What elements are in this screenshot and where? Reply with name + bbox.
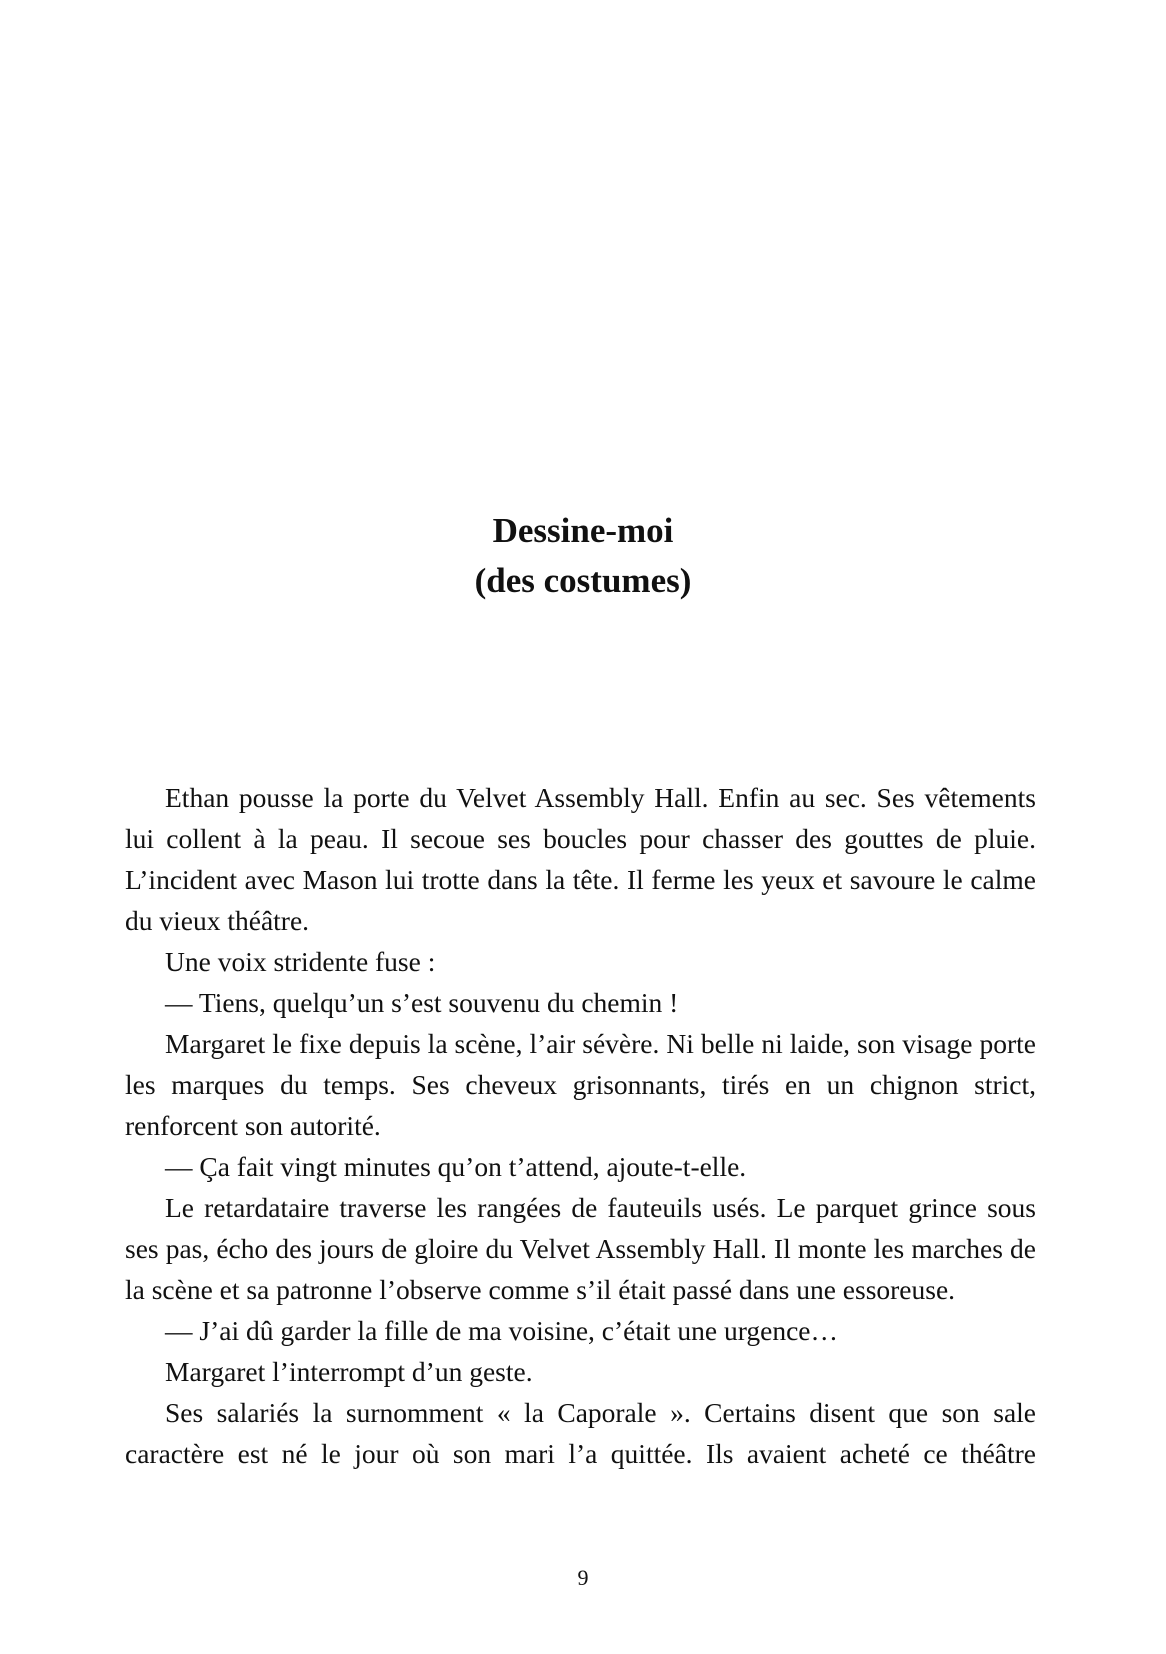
paragraph: Margaret le fixe depuis la scène, l’air sévère. Ni belle ni laide, son visage porte les marques du temps. Ses cheveux grisonnants, tirés en un chignon strict, renforcent son autorité. bbox=[125, 1028, 1036, 1141]
chapter-title-line-1: Dessine-moi bbox=[492, 511, 674, 550]
chapter-title bbox=[0, 506, 1166, 606]
dialogue-line: — Ça fait vingt minutes qu’on t’attend, ajoute-t-elle. bbox=[165, 1151, 747, 1182]
dialogue-line: — Tiens, quelqu’un s’est souvenu du chemin ! bbox=[165, 987, 679, 1018]
dialogue-line: — J’ai dû garder la fille de ma voisine, c’était une urgence… bbox=[165, 1315, 838, 1346]
paragraph: Une voix stridente fuse : bbox=[165, 946, 436, 977]
chapter-body bbox=[125, 777, 1036, 1474]
paragraph: Le retardataire traverse les rangées de fauteuils usés. Le parquet grince sous ses pas, écho des jours de gloire du Velvet Assembly Hall. Il monte les marches de la scène et sa patronne l’observe comme s’il était passé dans une essoreuse. bbox=[125, 1192, 1036, 1305]
paragraph: Margaret l’interrompt d’un geste. bbox=[165, 1356, 533, 1387]
paragraph: Ses salariés la surnomment « la Caporale ». Certains disent que son sale caractère est né le jour où son mari l’a quittée. Ils avaient acheté ce théâtre bbox=[125, 1397, 1036, 1469]
paragraph: Ethan pousse la porte du Velvet Assembly Hall. Enfin au sec. Ses vêtements lui collent à la peau. Il secoue ses boucles pour chasser des gouttes de pluie. L’incident avec Mason lui trotte dans la tête. Il ferme les yeux et savoure le calme du vieux théâtre. bbox=[125, 782, 1036, 936]
page-number: 9 bbox=[577, 1565, 589, 1590]
chapter-title-line-2: (des costumes) bbox=[474, 561, 692, 600]
